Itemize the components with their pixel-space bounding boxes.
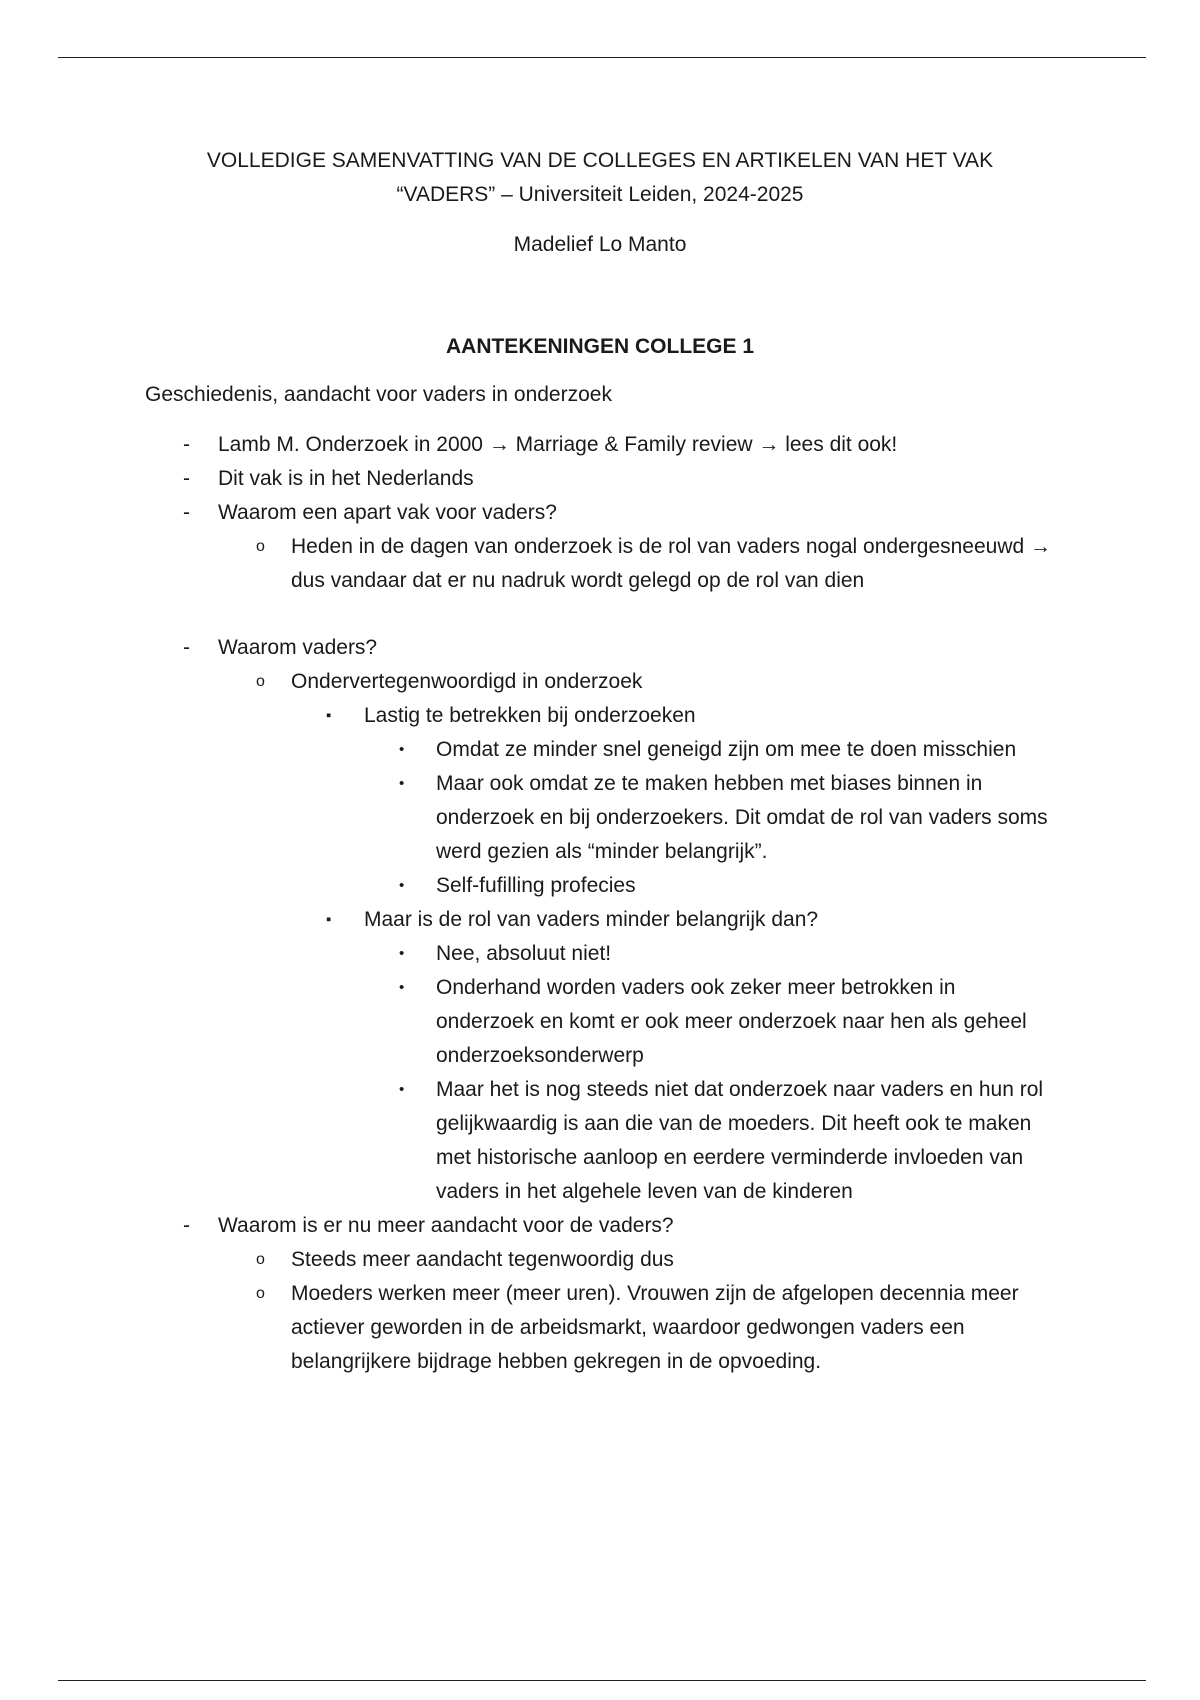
bottom-rule <box>58 1680 1146 1681</box>
list-item-text: Dit vak is in het Nederlands <box>218 467 474 490</box>
list-item-text: Lastig te betrekken bij onderzoeken <box>364 704 696 727</box>
circle-bullet: o <box>256 673 265 690</box>
list-item <box>0 869 1200 903</box>
list-item <box>0 699 1200 733</box>
list-item <box>0 631 1200 665</box>
circle-bullet: o <box>256 1285 265 1302</box>
list-item <box>0 496 1200 530</box>
intro-paragraph: Geschiedenis, aandacht voor vaders in onderzoek <box>145 383 612 406</box>
dash-bullet: - <box>183 501 190 524</box>
list-item-text: Omdat ze minder snel geneigd zijn om mee te doen misschien <box>436 738 1017 761</box>
list-item <box>0 937 1200 971</box>
dot-bullet: • <box>399 979 405 996</box>
list-item <box>0 733 1200 767</box>
document-title-line-2: “VADERS” – Universiteit Leiden, 2024-2025 <box>396 183 804 206</box>
list-item-text: Ondervertegenwoordigd in onderzoek <box>291 670 643 693</box>
list-item-text: Maar is de rol van vaders minder belangrijk dan? <box>364 908 819 931</box>
list-item <box>0 1277 1200 1379</box>
list-item-text: Steeds meer aandacht tegenwoordig dus <box>291 1248 674 1271</box>
dot-bullet: • <box>399 877 405 894</box>
list-item-text: Moeders werken meer (meer uren). Vrouwen zijn de afgelopen decennia meer actiever geworden in de arbeidsmarkt, waardoor gedwongen vaders een belangrijkere bijdrage hebben gekregen in de opvoeding. <box>291 1282 1019 1373</box>
list-item <box>0 462 1200 496</box>
dot-bullet: • <box>399 945 405 962</box>
list-item-text: Waarom is er nu meer aandacht voor de vaders? <box>218 1214 674 1237</box>
list-item-text: Waarom vaders? <box>218 636 378 659</box>
dash-bullet: - <box>183 1214 190 1237</box>
section-heading: AANTEKENINGEN COLLEGE 1 <box>445 335 755 358</box>
square-bullet: ▪ <box>326 911 332 928</box>
dot-bullet: • <box>399 775 405 792</box>
dot-bullet: • <box>399 1081 405 1098</box>
spacer <box>0 598 1200 631</box>
document-author: Madelief Lo Manto <box>513 233 687 256</box>
dash-bullet: - <box>183 433 190 456</box>
list-item <box>0 530 1200 598</box>
dash-bullet: - <box>183 467 190 490</box>
list-item <box>0 665 1200 699</box>
top-rule <box>58 57 1146 58</box>
list-item-text: Maar ook omdat ze te maken hebben met biases binnen in onderzoek en bij onderzoekers. Dit omdat de rol van vaders soms werd gezien als “minder belangrijk”. <box>436 772 1048 863</box>
list-item <box>0 428 1200 462</box>
dash-bullet: - <box>183 636 190 659</box>
dot-bullet: • <box>399 741 405 758</box>
list-item-text: Lamb M. Onderzoek in 2000 → Marriage & Family review → lees dit ook! <box>218 433 898 456</box>
list-item <box>0 903 1200 937</box>
list-item <box>0 1243 1200 1277</box>
list-item-text: Maar het is nog steeds niet dat onderzoek naar vaders en hun rol gelijkwaardig is aan die van de moeders. Dit heeft ook te maken met historische aanloop en eerdere verminderde invloeden van vaders in het algehele leven van de kinderen <box>436 1078 1044 1203</box>
bullet-outline <box>0 428 1200 1379</box>
list-item <box>0 1209 1200 1243</box>
square-bullet: ▪ <box>326 707 332 724</box>
list-item-text: Heden in de dagen van onderzoek is de rol van vaders nogal ondergesneeuwd → dus vandaar dat er nu nadruk wordt gelegd op de rol van dien <box>291 535 1052 592</box>
document-title-line-1: VOLLEDIGE SAMENVATTING VAN DE COLLEGES EN ARTIKELEN VAN HET VAK <box>206 149 994 172</box>
circle-bullet: o <box>256 1251 265 1268</box>
list-item-text: Nee, absoluut niet! <box>436 942 612 965</box>
list-item <box>0 971 1200 1073</box>
list-item <box>0 1073 1200 1209</box>
circle-bullet: o <box>256 538 265 555</box>
list-item-text: Waarom een apart vak voor vaders? <box>218 501 557 524</box>
list-item-text: Self-fufilling profecies <box>436 874 636 897</box>
list-item <box>0 767 1200 869</box>
list-item-text: Onderhand worden vaders ook zeker meer betrokken in onderzoek en komt er ook meer onderzoek naar hen als geheel onderzoeksonderwerp <box>436 976 1027 1067</box>
